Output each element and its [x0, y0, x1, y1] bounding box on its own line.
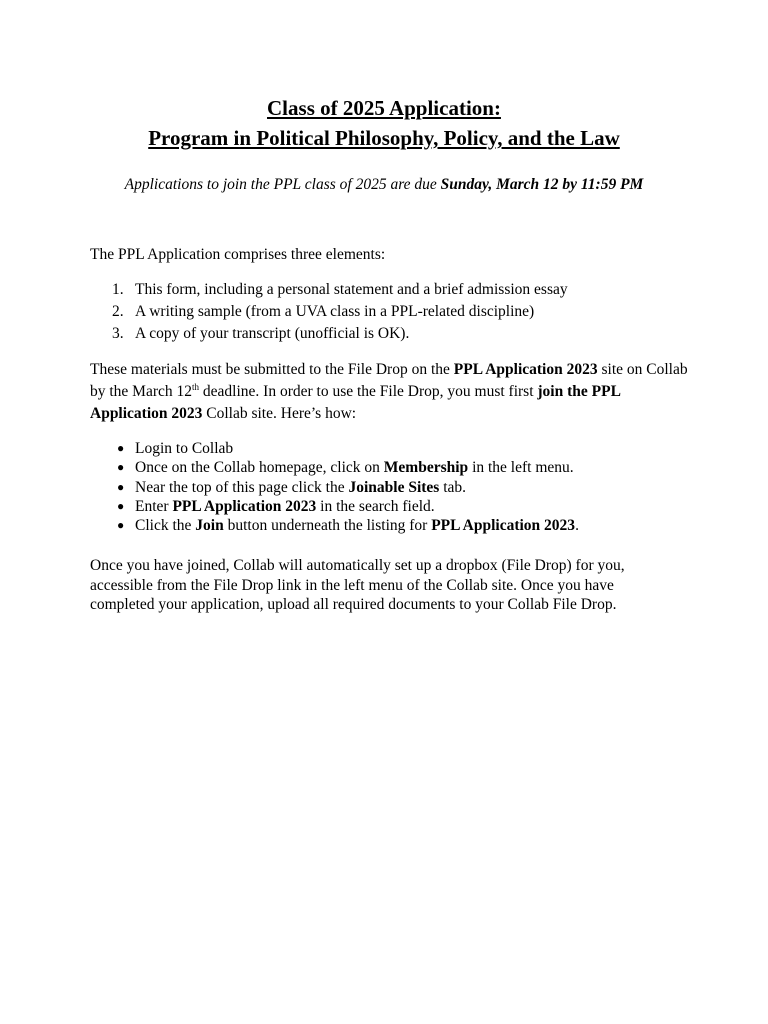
bullet-icon: ●: [117, 479, 125, 494]
list-number: 3.: [112, 325, 124, 342]
intro-paragraph: The PPL Application comprises three elements:: [90, 246, 386, 263]
step-text: Once on the Collab homepage, click on: [135, 459, 384, 477]
outro-paragraph: [90, 556, 690, 615]
list-item: [90, 497, 690, 516]
bullet-icon: ●: [117, 441, 125, 455]
step-text: button underneath the listing for: [223, 517, 432, 535]
document-title: [0, 93, 768, 153]
deadline-lead: Applications to join the PPL class of 2025 are due: [124, 176, 441, 193]
materials-text-1: These materials must be submitted to the File Drop on the: [90, 361, 454, 378]
step-bold: PPL Application 2023: [172, 497, 317, 515]
list-item: [90, 458, 690, 477]
materials-text-4: Collab site. Here’s how:: [202, 405, 357, 422]
list-item-text: A writing sample (from a UVA class in a PPL-related discipline): [135, 303, 535, 320]
list-item: [90, 280, 690, 300]
step-text: in the search field.: [316, 497, 435, 515]
list-item-text: This form, including a personal statement and a brief admission essay: [135, 281, 568, 298]
list-item: [90, 324, 690, 344]
list-item-text: A copy of your transcript (unofficial is OK).: [135, 325, 410, 342]
step-text: tab.: [439, 478, 467, 496]
ordinal-suffix: th: [192, 381, 200, 392]
step-text: Login to Collab: [135, 440, 234, 457]
step-text: Enter: [135, 497, 173, 515]
outro-line: accessible from the File Drop link in the left menu of the Collab site. Once you have: [90, 576, 614, 594]
step-bold: PPL Application 2023: [431, 517, 576, 535]
step-text: Near the top of this page click the: [135, 478, 349, 496]
title-line-1: Class of 2025 Application:: [267, 96, 501, 120]
list-item: [90, 439, 690, 458]
deadline-notice: [0, 175, 768, 195]
bullet-icon: ●: [117, 518, 125, 533]
materials-text-3: deadline. In order to use the File Drop, you must first: [199, 383, 538, 400]
step-bold: Joinable Sites: [348, 478, 440, 496]
step-bold: Join: [195, 517, 224, 535]
step-text: in the left menu.: [468, 459, 574, 477]
bullet-icon: ●: [117, 498, 125, 513]
deadline-date: Sunday, March 12 by 11:59 PM: [440, 176, 644, 193]
step-text: .: [575, 517, 579, 535]
outro-line: completed your application, upload all required documents to your Collab File Drop.: [90, 596, 617, 613]
application-elements-list: [90, 280, 690, 346]
materials-paragraph: [90, 359, 690, 425]
join-steps-list: [90, 439, 690, 535]
list-number: 2.: [112, 303, 124, 320]
step-bold: Membership: [383, 459, 469, 477]
materials-text-2: site on Collab by the March 12: [90, 361, 688, 400]
list-item: [90, 478, 690, 497]
outro-line: Once you have joined, Collab will automatically set up a dropbox (File Drop) for you,: [90, 557, 625, 574]
list-item: [90, 302, 690, 322]
bullet-icon: ●: [117, 460, 125, 475]
step-text: Click the: [135, 517, 196, 535]
materials-bold-site-name: PPL Application 2023: [453, 361, 598, 378]
title-line-2: Program in Political Philosophy, Policy, and the Law: [148, 126, 620, 150]
list-item: [90, 516, 690, 535]
materials-bold-join: join the PPL Application 2023: [90, 383, 621, 422]
list-number: 1.: [112, 281, 124, 298]
